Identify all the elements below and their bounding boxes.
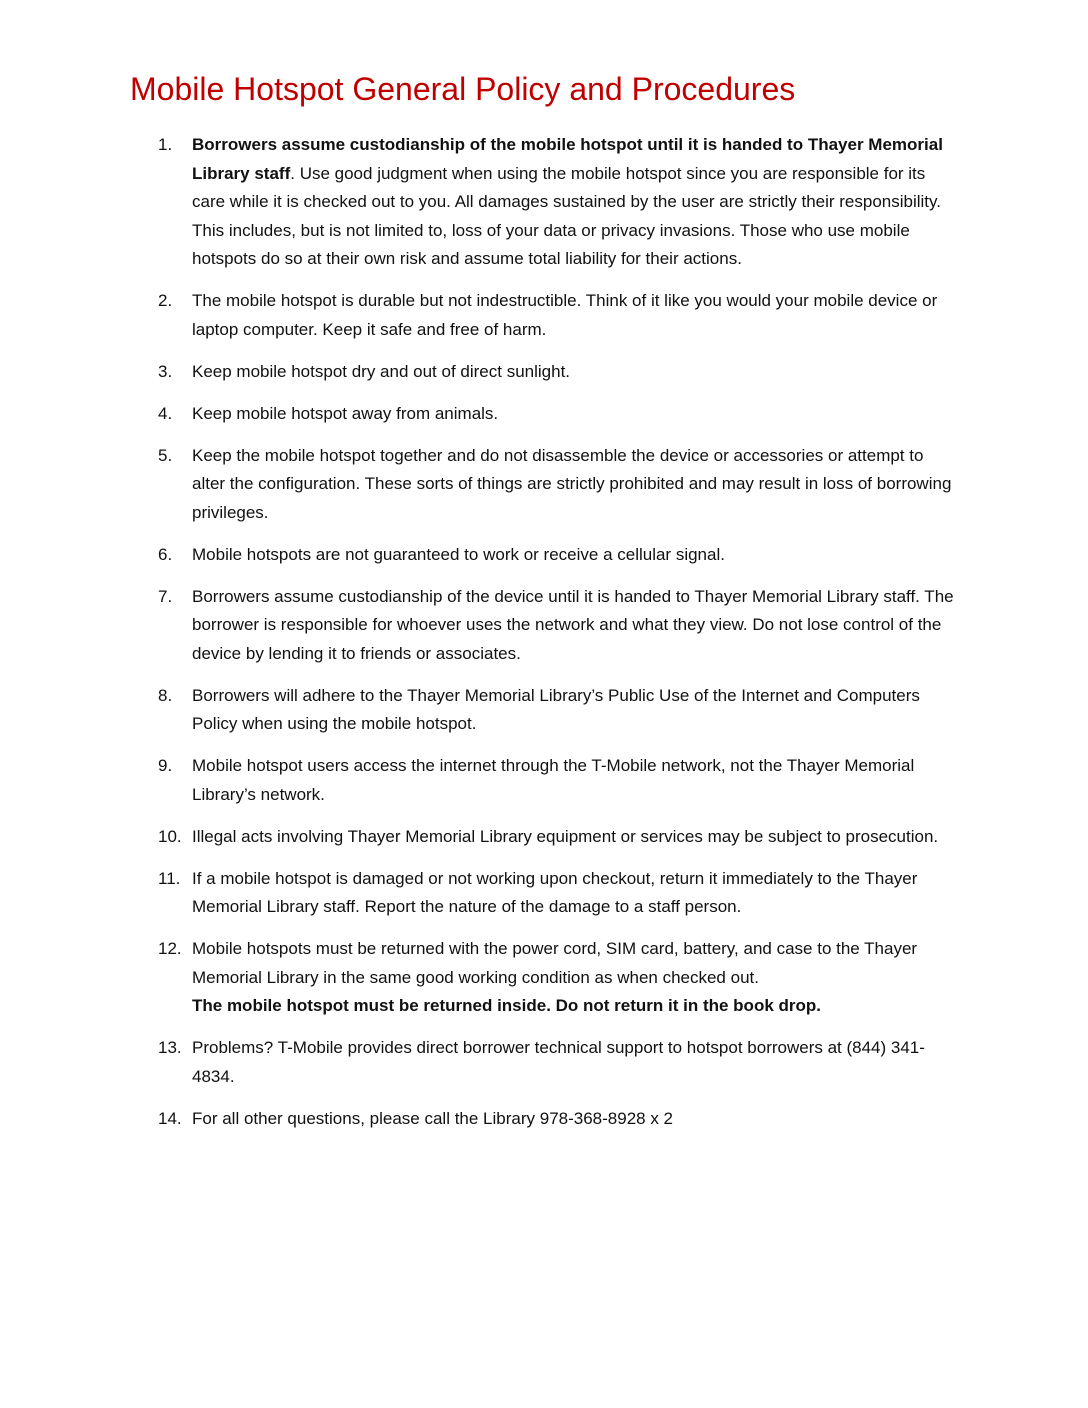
item-number: 6. <box>158 544 173 564</box>
item-text: Borrowers will adhere to the Thayer Memorial Library’s Public Use of the Internet and Computers Policy when using the mobile hotspot. <box>192 685 920 733</box>
item-text: Mobile hotspots must be returned with the power cord, SIM card, battery, and case to the Thayer Memorial Library in the same good working condition as when checked out. <box>192 939 918 987</box>
item-number: 12. <box>158 939 182 958</box>
policy-item-5 <box>0 442 958 528</box>
policy-list <box>0 131 1088 1147</box>
item-bold-note: The mobile hotspot must be returned inside. Do not return it in the book drop. <box>192 996 821 1015</box>
policy-item-3 <box>0 358 958 387</box>
policy-item-9 <box>0 752 958 809</box>
policy-item-11 <box>0 865 958 922</box>
item-text: For all other questions, please call the Library 978-368-8928 x 2 <box>192 1108 674 1128</box>
item-number: 8. <box>158 685 173 705</box>
policy-item-1 <box>0 131 958 274</box>
policy-item-6 <box>0 541 958 570</box>
item-text: Problems? T-Mobile provides direct borrower technical support to hotspot borrowers at (844) 341-4834. <box>192 1038 925 1086</box>
item-number: 10. <box>158 826 182 846</box>
policy-item-8 <box>0 682 958 739</box>
page-title: Mobile Hotspot General Policy and Procedures <box>130 71 796 107</box>
policy-item-13 <box>0 1034 958 1091</box>
item-number: 1. <box>158 135 173 154</box>
item-text: Mobile hotspot users access the internet through the T-Mobile network, not the Thayer Memorial Library’s network. <box>192 756 915 804</box>
policy-item-4 <box>0 400 958 429</box>
item-text: Mobile hotspots are not guaranteed to work or receive a cellular signal. <box>192 544 725 564</box>
item-number: 4. <box>158 403 173 423</box>
item-text: . Use good judgment when using the mobile hotspot since you are responsible for its care while it is checked out to you. All damages sustained by the user are strictly their responsibility. This includes, but is not limited to, loss of your data or privacy invasions. Those who use mobile hotspots do so at their own risk and assume total liability for their actions. <box>192 163 941 268</box>
item-number: 13. <box>158 1038 182 1057</box>
policy-item-14 <box>0 1105 958 1134</box>
item-text: If a mobile hotspot is damaged or not working upon checkout, return it immediately to the Thayer Memorial Library staff. Report the nature of the damage to a staff person. <box>192 868 918 916</box>
item-text: Borrowers assume custodianship of the device until it is handed to Thayer Memorial Library staff. The borrower is responsible for whoever uses the network and what they view. Do not lose control of the device by lending it to friends or associates. <box>192 586 954 663</box>
item-text: Illegal acts involving Thayer Memorial Library equipment or services may be subject to prosecution. <box>192 826 939 846</box>
item-number: 3. <box>158 361 173 381</box>
item-lead-text: Borrowers assume custodianship of the mobile hotspot until it is handed to Thayer Memorial Library staff <box>192 135 943 183</box>
policy-item-10 <box>0 823 958 852</box>
item-text: Keep the mobile hotspot together and do not disassemble the device or accessories or attempt to alter the configuration. These sorts of things are strictly prohibited and may result in loss of borrowing privileges. <box>192 445 952 522</box>
item-number: 9. <box>158 756 173 775</box>
item-number: 14. <box>158 1108 182 1128</box>
item-text: Keep mobile hotspot away from animals. <box>192 403 499 423</box>
item-number: 11. <box>158 868 181 888</box>
item-number: 2. <box>158 291 173 310</box>
item-number: 7. <box>158 586 173 606</box>
item-number: 5. <box>158 445 173 465</box>
item-text: Keep mobile hotspot dry and out of direct sunlight. <box>192 361 571 381</box>
policy-item-7 <box>0 583 958 669</box>
item-text: The mobile hotspot is durable but not indestructible. Think of it like you would your mobile device or laptop computer. Keep it safe and free of harm. <box>192 291 938 339</box>
policy-item-12 <box>0 935 958 1021</box>
policy-item-2 <box>0 287 958 344</box>
